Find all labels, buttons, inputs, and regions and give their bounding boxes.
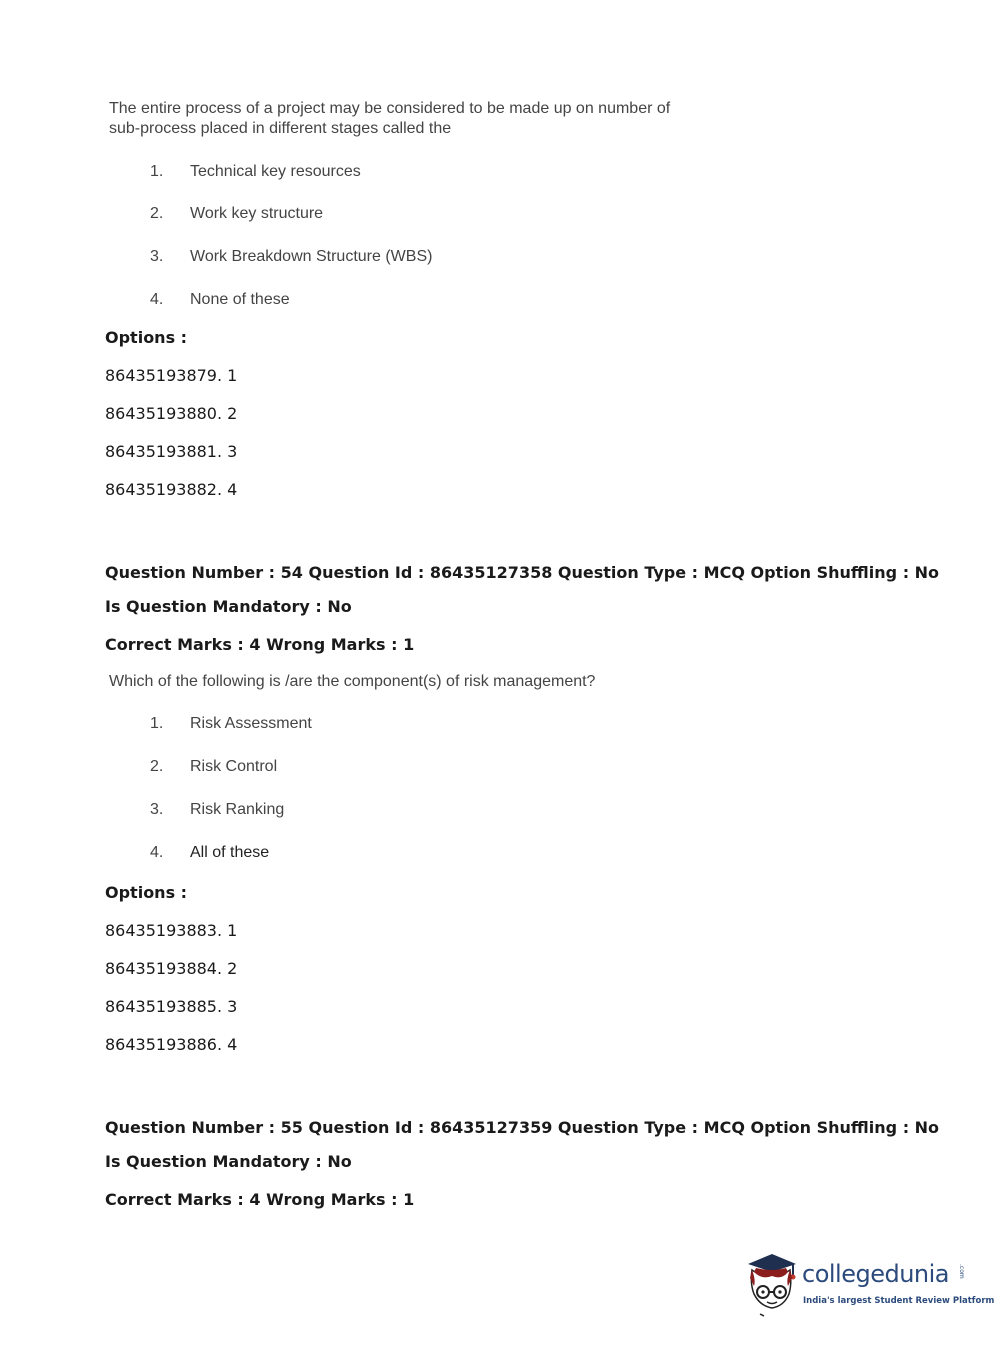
choice-number: 3.: [150, 248, 164, 265]
logo-tagline: India's largest Student Review Platform: [803, 1296, 995, 1306]
question-53-choice-1: [150, 161, 361, 183]
question-54-marks: Correct Marks : 4 Wrong Marks : 1: [105, 635, 415, 654]
choice-number: 1.: [150, 163, 164, 180]
question-53-text: [109, 99, 670, 139]
question-53-option-3: 86435193881. 3: [105, 442, 238, 461]
question-53-options-label: Options :: [105, 328, 188, 347]
collegedunia-logo: [742, 1250, 995, 1320]
question-53-choice-2: [150, 203, 323, 225]
question-54-option-1: 86435193883. 1: [105, 921, 238, 940]
question-54-option-4: 86435193886. 4: [105, 1035, 238, 1054]
question-53-text-line-1: The entire process of a project may be considered to be made up on number of: [109, 100, 671, 117]
question-53-option-2: 86435193880. 2: [105, 404, 238, 423]
question-54-choice-1: [150, 713, 312, 735]
mascot-icon: [742, 1250, 800, 1318]
choice-text: All of these: [190, 844, 270, 861]
question-55-mandatory: Is Question Mandatory : No: [105, 1152, 352, 1171]
choice-number: 2.: [150, 758, 164, 775]
question-54-choice-3: [150, 799, 284, 821]
choice-number: 4.: [150, 844, 164, 861]
question-54-text: [109, 672, 595, 692]
choice-text: Risk Control: [190, 758, 278, 775]
choice-text: None of these: [190, 291, 290, 308]
question-54-options-label: Options :: [105, 883, 188, 902]
question-54-header: Question Number : 54 Question Id : 86435127358 Question Type : MCQ Option Shuffling : No: [105, 563, 940, 582]
choice-number: 1.: [150, 715, 164, 732]
choice-text: Risk Ranking: [190, 801, 285, 818]
question-55-marks: Correct Marks : 4 Wrong Marks : 1: [105, 1190, 415, 1209]
question-54-mandatory: Is Question Mandatory : No: [105, 597, 352, 616]
choice-number: 3.: [150, 801, 164, 818]
question-54-option-3: 86435193885. 3: [105, 997, 238, 1016]
choice-number: 2.: [150, 205, 164, 222]
question-53-text-line-2: sub-process placed in different stages called the: [109, 120, 452, 137]
choice-text: Work key structure: [190, 205, 324, 222]
question-54-choice-2: [150, 756, 277, 778]
question-54-choice-4: [150, 842, 269, 864]
question-53-choice-4: [150, 289, 290, 311]
choice-text: Risk Assessment: [190, 715, 312, 732]
question-54-option-2: 86435193884. 2: [105, 959, 238, 978]
choice-text: Technical key resources: [190, 163, 361, 180]
question-53-choice-3: [150, 246, 432, 268]
logo-wordmark: collegedunia: [802, 1260, 950, 1288]
choice-number: 4.: [150, 291, 164, 308]
question-55-header: Question Number : 55 Question Id : 86435127359 Question Type : MCQ Option Shuffling : No: [105, 1118, 940, 1137]
question-54-text-line: Which of the following is /are the component(s) of risk management?: [109, 673, 596, 690]
logo-domain: .com: [958, 1264, 965, 1279]
choice-text: Work Breakdown Structure (WBS): [190, 248, 433, 265]
question-53-option-4: 86435193882. 4: [105, 480, 238, 499]
question-53-option-1: 86435193879. 1: [105, 366, 238, 385]
